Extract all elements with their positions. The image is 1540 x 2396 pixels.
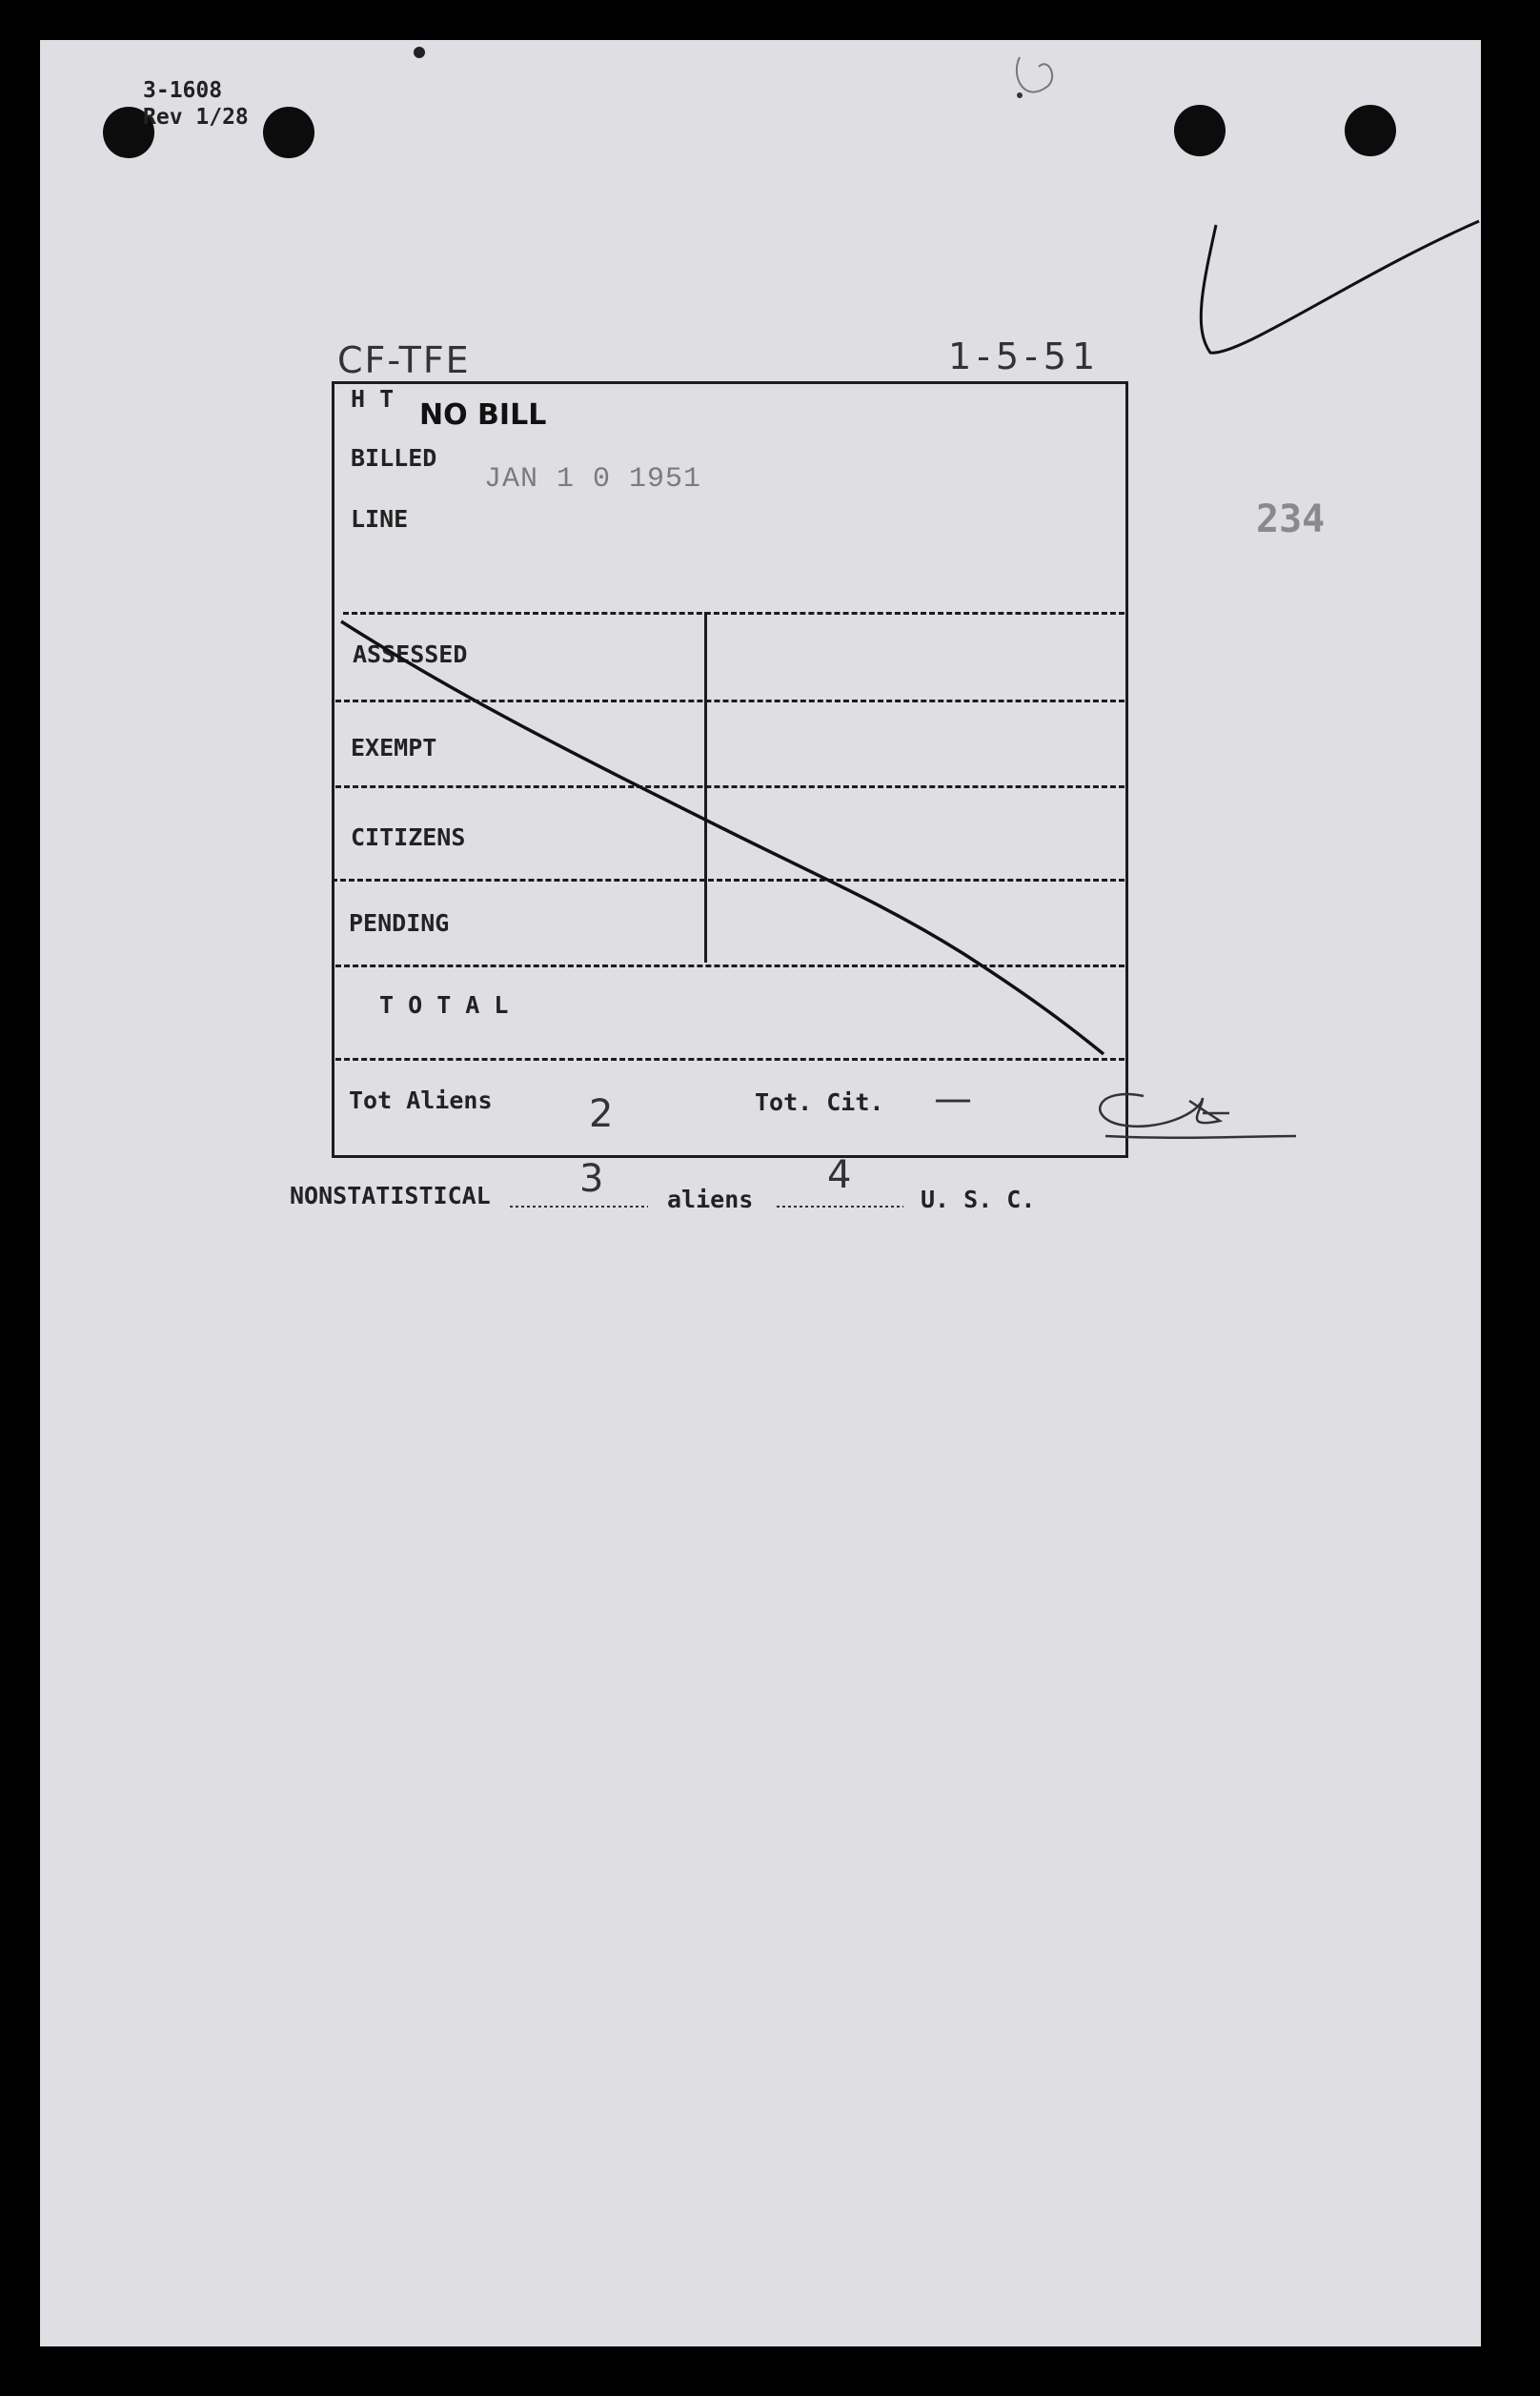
row-label-pending: PENDING (349, 909, 450, 937)
row-divider (335, 964, 1125, 967)
row-divider (335, 1058, 1125, 1061)
tot-aliens-value: 2 (589, 1092, 614, 1136)
nonstatistical-aliens-value: 3 (579, 1157, 604, 1201)
received-date-stamp: JAN 1 0 1951 (484, 463, 702, 496)
form-number: 3-1608 (143, 78, 223, 103)
row-divider (335, 785, 1125, 788)
line-label: LINE (351, 505, 409, 533)
row-label-citizens: CITIZENS (351, 823, 466, 851)
usc-label: U. S. C. (921, 1186, 1036, 1213)
page-number: 234 (1256, 497, 1326, 541)
header-code: CF-TFE (337, 339, 471, 381)
total-label: T O T A L (379, 991, 509, 1019)
row-divider (332, 879, 1125, 882)
header-date: 1-5-51 (948, 335, 1102, 377)
row-label-assessed: ASSESSED (353, 640, 468, 668)
form-revision: Rev 1/28 (143, 105, 249, 130)
punch-hole (1174, 105, 1226, 156)
nonstatistical-label: NONSTATISTICAL (290, 1182, 491, 1209)
tot-cit-value: — (934, 1077, 972, 1121)
row-divider (343, 612, 1125, 615)
tot-aliens-label: Tot Aliens (349, 1086, 493, 1114)
nonstatistical-usc-value: 4 (827, 1153, 852, 1197)
aliens-label: aliens (667, 1186, 754, 1213)
column-divider (704, 612, 707, 963)
billed-label: BILLED (351, 444, 437, 472)
row-divider (335, 700, 1125, 702)
ht-label: H T (351, 385, 395, 413)
row-label-exempt: EXEMPT (351, 734, 437, 761)
no-bill-stamp: NO BILL (419, 398, 547, 432)
punch-hole (1345, 105, 1396, 156)
punch-hole (263, 107, 314, 158)
tot-cit-label: Tot. Cit. (755, 1088, 884, 1116)
form-box (332, 381, 1128, 1158)
